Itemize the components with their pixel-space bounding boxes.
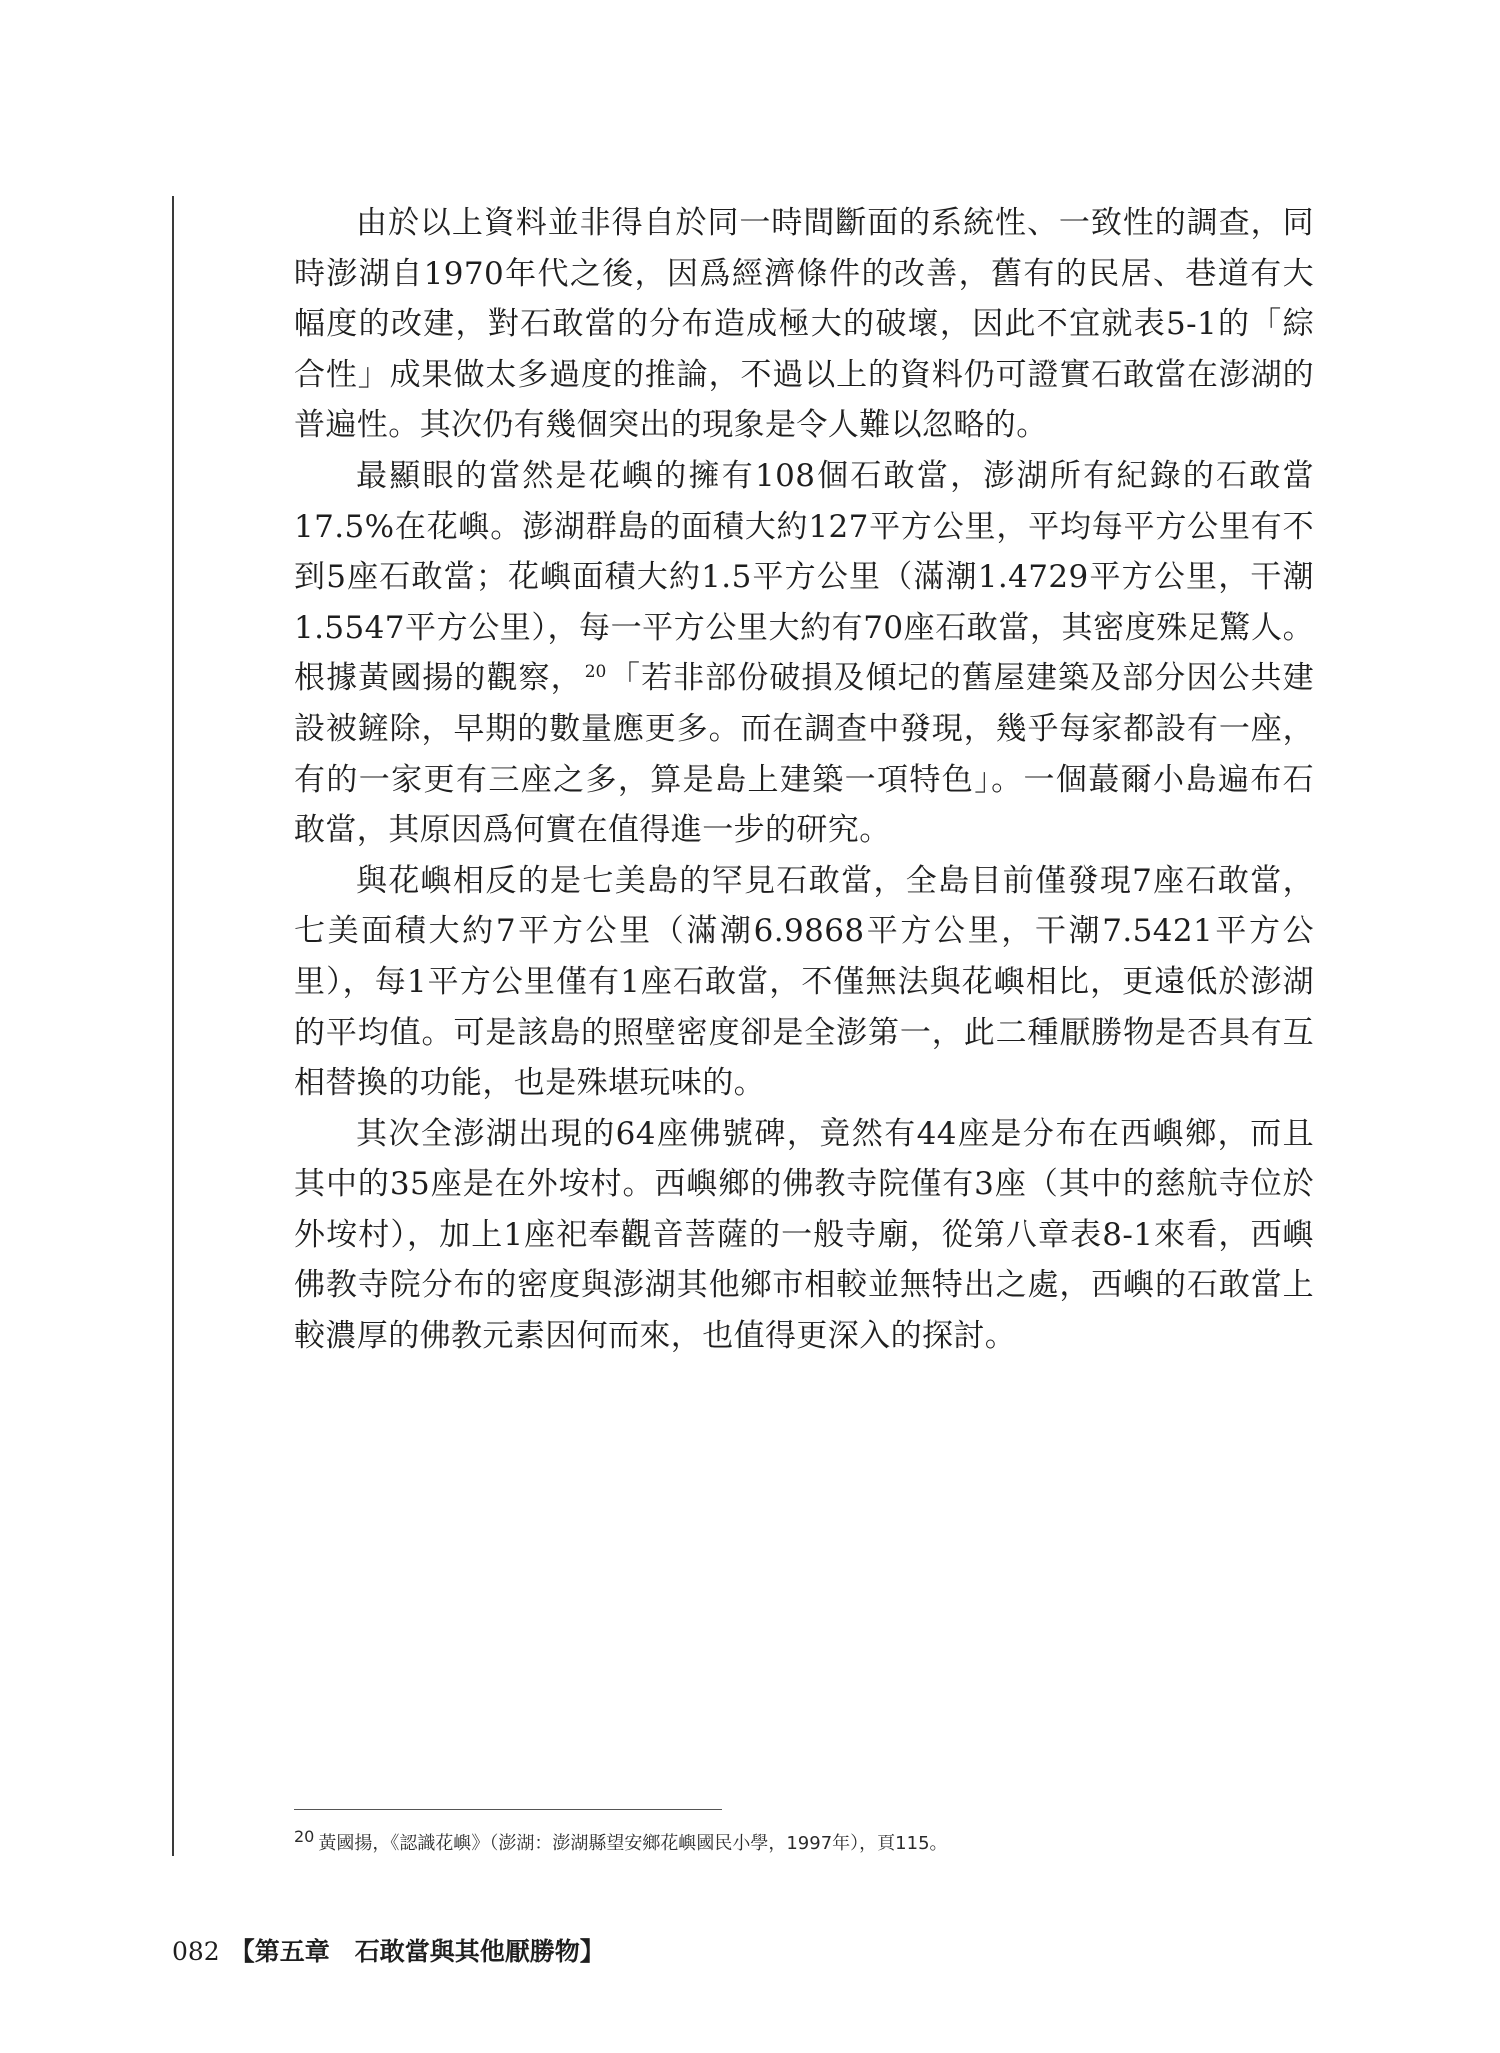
body-text bbox=[294, 198, 1314, 1362]
paragraph-1: 由於以上資料並非得自於同一時間斷面的系統性、一致性的調查，同時澎湖自1970年代之後，因爲經濟條件的改善，舊有的民居、巷道有大幅度的改建，對石敢當的分布造成極大的破壞，因此不宜就表5-1的「綜合性」成果做太多過度的推論，不過以上的資料仍可證實石敢當在澎湖的普遍性。其次仍有幾個突出的現象是令人難以忽略的。 bbox=[294, 205, 1314, 444]
footnote bbox=[294, 1827, 948, 1856]
paragraph-3: 與花嶼相反的是七美島的罕見石敢當，全島目前僅發現7座石敢當，七美面積大約7平方公里（滿潮6.9868平方公里，干潮7.5421平方公里），每1平方公里僅有1座石敢當，不僅無法與花嶼相比，更遠低於澎湖的平均值。可是該島的照壁密度卻是全澎第一，此二種厭勝物是否具有互相替換的功能，也是殊堪玩味的。 bbox=[294, 862, 1314, 1102]
paragraph-2-text-b: 「若非部份破損及傾圮的舊屋建築及部分因公共建設被鏟除，早期的數量應更多。而在調查中發現，幾乎每家都設有一座，有的一家更有三座之多，算是島上建築一項特色」。一個蕞爾小島遍布石敢當，其原因爲何實在值得進一步的研究。 bbox=[294, 660, 1314, 849]
page-number: 082 bbox=[172, 1937, 220, 1966]
footnote-divider bbox=[294, 1809, 722, 1810]
paragraph-2 bbox=[294, 451, 1314, 856]
paragraph-2-text-a: 最顯眼的當然是花嶼的擁有108個石敢當，澎湖所有紀錄的石敢當17.5%在花嶼。澎湖群島的面積大約127平方公里，平均每平方公里有不到5座石敢當；花嶼面積大約1.5平方公里（滿潮1.4729平方公里，干潮1.5547平方公里），每一平方公里大約有70座石敢當，其密度殊足驚人。根據黃國揚的觀察， bbox=[294, 457, 1314, 697]
running-footer bbox=[172, 1937, 605, 1967]
chapter-title: 【第五章 石敢當與其他厭勝物】 bbox=[229, 1937, 605, 1966]
footnote-number: 20 bbox=[294, 1827, 315, 1846]
footnote-reference[interactable]: 20 bbox=[584, 662, 607, 683]
footnote-text: 黃國揚，《認識花嶼》（澎湖：澎湖縣望安鄉花嶼國民小學，1997年），頁115。 bbox=[318, 1833, 948, 1854]
margin-rule bbox=[172, 196, 174, 1856]
paragraph-4: 其次全澎湖出現的64座佛號碑，竟然有44座是分布在西嶼鄉，而且其中的35座是在外垵村。西嶼鄉的佛教寺院僅有3座（其中的慈航寺位於外垵村），加上1座祀奉觀音菩薩的一般寺廟，從第八章表8-1來看，西嶼佛教寺院分布的密度與澎湖其他鄉市相較並無特出之處，西嶼的石敢當上較濃厚的佛教元素因何而來，也值得更深入的探討。 bbox=[294, 1115, 1314, 1355]
